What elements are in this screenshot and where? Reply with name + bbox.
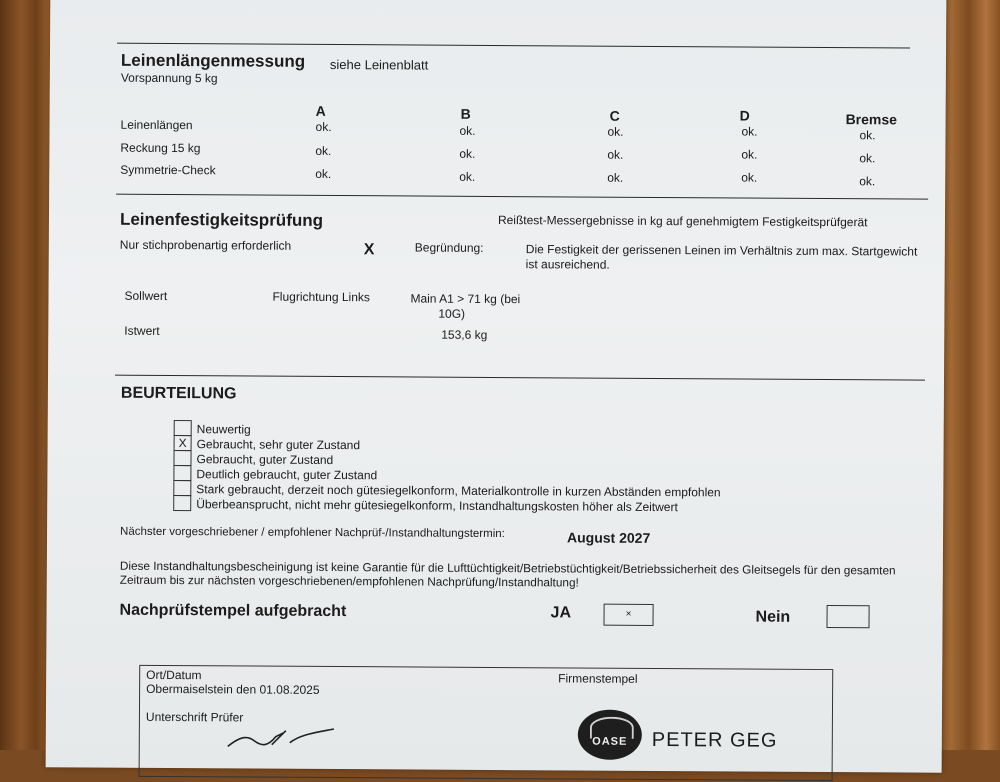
value-a-lengths: ok. — [315, 119, 332, 134]
assessment-option-new: Neuwertig — [196, 422, 251, 437]
sample-requirement-label: Nur stichprobenartig erforderlich — [119, 237, 292, 253]
logo-text: OASE — [592, 735, 628, 748]
value-c-lengths: ok. — [607, 124, 624, 139]
stamp-yes-checkbox[interactable]: × — [604, 604, 654, 626]
preload-label: Vorspannung 5 kg — [120, 70, 218, 86]
value-b-stretch: ok. — [459, 146, 476, 161]
value-d-stretch: ok. — [741, 147, 758, 162]
assessment-checkbox-heavily-used[interactable] — [173, 480, 191, 496]
value-bremse-stretch: ok. — [859, 151, 876, 166]
divider-strength — [116, 194, 928, 200]
column-header-b: B — [460, 105, 471, 122]
assessment-option-very-good: Gebraucht, sehr guter Zustand — [196, 437, 361, 453]
assessment-option-heavily-used: Stark gebraucht, derzeit noch gütesiegelkonform, Materialkontrolle in kurzen Abständen empfohlen — [196, 482, 721, 500]
stamp-no-checkbox[interactable] — [826, 605, 869, 628]
assessment-option-clearly-used: Deutlich gebraucht, guter Zustand — [196, 467, 378, 483]
value-d-lengths: ok. — [741, 124, 758, 139]
value-c-stretch: ok. — [607, 147, 624, 162]
target-value-line2: 10G) — [438, 306, 466, 321]
assessment-checkbox-good[interactable] — [173, 450, 191, 466]
line-length-title: Leinenlängenmessung — [120, 50, 306, 71]
column-header-a: A — [315, 102, 326, 119]
row-label-stretch: Reckung 15 kg — [120, 140, 201, 156]
company-stamp-label: Firmenstempel — [558, 671, 638, 686]
value-a-stretch: ok. — [315, 143, 332, 158]
oase-logo — [578, 710, 642, 760]
assessment-option-overstressed: Überbeansprucht, nicht mehr gütesiegelkonform, Instandhaltungskosten höher als Zeitwert — [196, 497, 678, 515]
line-sheet-reference: siehe Leinenblatt — [329, 56, 429, 73]
next-check-label: Nächster vorgeschriebener / empfohlener Nachprüf-/Instandhaltungstermin: — [120, 525, 505, 541]
strength-test-title: Leinenfestigkeitsprüfung — [119, 209, 324, 230]
disclaimer-line1: Diese Instandhaltungsbescheinigung ist keine Garantie für die Lufttüchtigkeit/Betriebstüchtigkeit/Betriebssicherheit des Gleitsegels für den gesamten — [119, 558, 896, 578]
row-label-line-lengths: Leinenlängen — [120, 117, 193, 133]
next-check-date: August 2027 — [566, 529, 651, 546]
target-value-label: Sollwert — [124, 288, 168, 303]
value-d-symmetry: ok. — [741, 170, 758, 185]
actual-value-label: Istwert — [124, 323, 160, 338]
inspection-sheet — [46, 0, 947, 773]
assessment-checkbox-clearly-used[interactable] — [173, 465, 191, 481]
place-date-value: Obermaiselstein den 01.08.2025 — [146, 681, 320, 697]
sample-mark: X — [363, 241, 375, 259]
reason-text-line2: ist ausreichend. — [525, 257, 610, 272]
assessment-checkbox-overstressed[interactable] — [173, 495, 191, 511]
divider-assessment — [115, 375, 925, 381]
flight-direction: Flugrichtung Links — [272, 289, 370, 305]
value-b-symmetry: ok. — [459, 169, 476, 184]
strength-test-note: Reißtest-Messergebnisse in kg auf genehmigtem Festigkeitsprüfgerät — [497, 213, 868, 230]
stamp-no-label: Nein — [755, 608, 791, 626]
target-value-line1: Main A1 > 71 kg (bei — [410, 291, 521, 307]
value-c-symmetry: ok. — [607, 170, 624, 185]
disclaimer-line2: Zeitraum bis zur nächsten vorgeschriebenen/empfohlenen Nachprüfung/Instandhaltung! — [119, 572, 579, 590]
place-date-label: Ort/Datum — [146, 667, 202, 683]
column-header-d: D — [739, 107, 750, 124]
company-name: PETER GEG — [651, 728, 778, 752]
divider-top — [117, 43, 910, 49]
column-header-c: C — [609, 107, 620, 124]
row-label-symmetry: Symmetrie-Check — [120, 162, 216, 178]
assessment-checkbox-very-good[interactable]: X — [174, 435, 192, 451]
column-header-bremse: Bremse — [845, 111, 898, 128]
assessment-option-good: Gebraucht, guter Zustand — [196, 452, 334, 468]
value-a-symmetry: ok. — [315, 166, 332, 181]
assessment-checkbox-new[interactable] — [174, 420, 192, 436]
inspector-signature — [224, 720, 344, 751]
value-bremse-lengths: ok. — [859, 128, 876, 143]
value-b-lengths: ok. — [459, 123, 476, 138]
reason-text-line1: Die Festigkeit der gerissenen Leinen im Verhältnis zum max. Startgewicht — [525, 242, 918, 259]
value-bremse-symmetry: ok. — [859, 174, 876, 189]
actual-value: 153,6 kg — [441, 327, 488, 342]
assessment-title: BEURTEILUNG — [120, 384, 237, 403]
inspector-signature-label: Unterschrift Prüfer — [145, 709, 244, 725]
reason-label: Begründung: — [414, 240, 484, 255]
stamp-yes-label: JA — [550, 604, 572, 622]
inspection-stamp-label: Nachprüfstempel aufgebracht — [119, 601, 347, 621]
